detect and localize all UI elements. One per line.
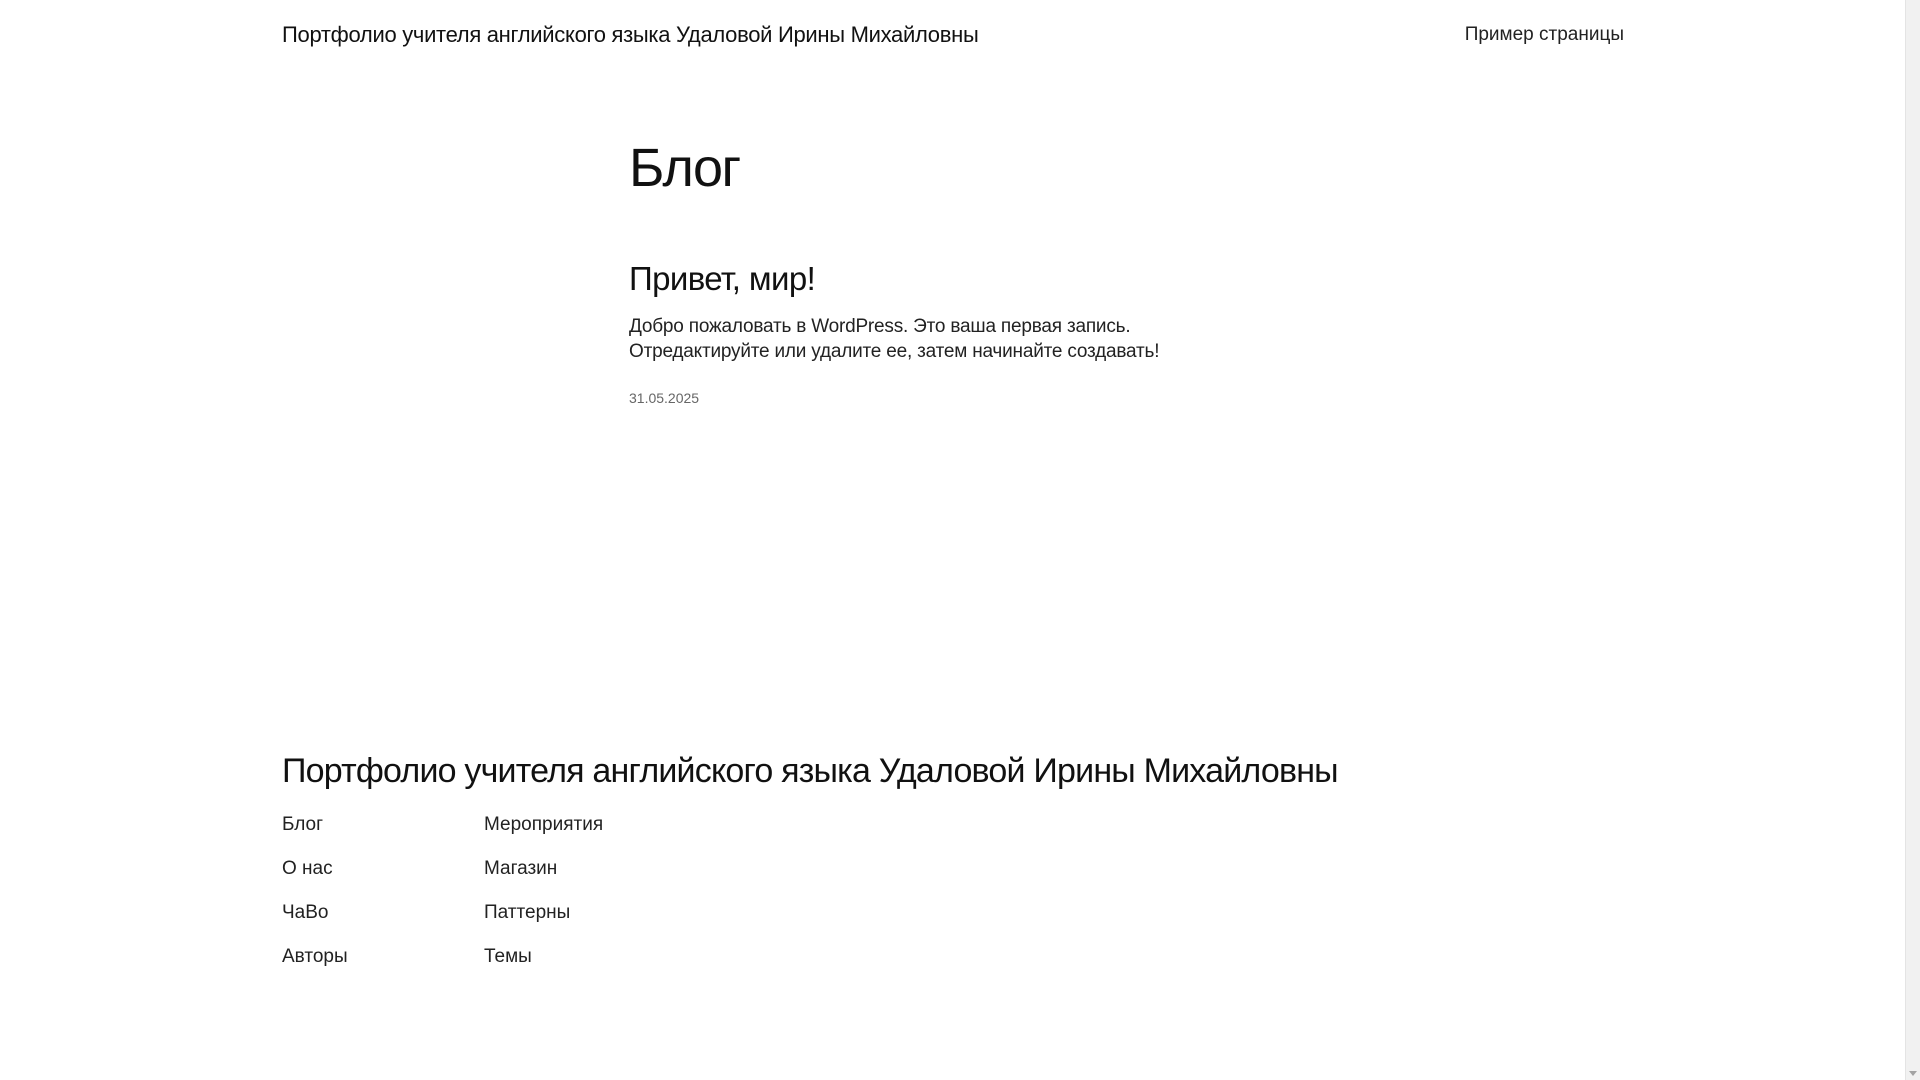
footer-link-blog[interactable]: Блог: [282, 814, 324, 835]
post-item: [629, 258, 1269, 408]
footer-nav: [282, 812, 686, 988]
footer-link-faq[interactable]: ЧаВо: [282, 902, 329, 923]
main-content: [629, 130, 1269, 408]
post-excerpt: Добро пожаловать в WordPress. Это ваша первая запись. Отредактируйте или удалите ее, затем начинайте создавать!: [629, 316, 1160, 362]
footer-link-themes[interactable]: Темы: [484, 946, 532, 967]
footer-site-title: Портфолио учителя английского языка Удаловой Ирины Михайловны: [282, 752, 1338, 790]
footer-link-patterns[interactable]: Паттерны: [484, 902, 571, 923]
footer-link-authors[interactable]: Авторы: [282, 946, 348, 967]
footer-link-shop[interactable]: Магазин: [484, 858, 558, 879]
site-header: [282, 18, 1624, 52]
post-title: [629, 258, 1269, 300]
site-title-link[interactable]: Портфолио учителя английского языка Удаловой Ирины Михайловны: [282, 22, 979, 47]
nav-sample-page-link[interactable]: Пример страницы: [1464, 24, 1624, 45]
page-title: Блог: [629, 138, 740, 198]
post-date-link[interactable]: 31.05.2025: [629, 390, 700, 406]
post-title-link[interactable]: Привет, мир!: [629, 260, 816, 297]
vertical-scrollbar[interactable]: [1905, 0, 1920, 1080]
footer-link-about[interactable]: О нас: [282, 858, 333, 879]
scroll-down-arrow-icon[interactable]: [1909, 1071, 1917, 1076]
header-nav: [1465, 24, 1624, 46]
footer-link-events[interactable]: Мероприятия: [484, 814, 604, 835]
